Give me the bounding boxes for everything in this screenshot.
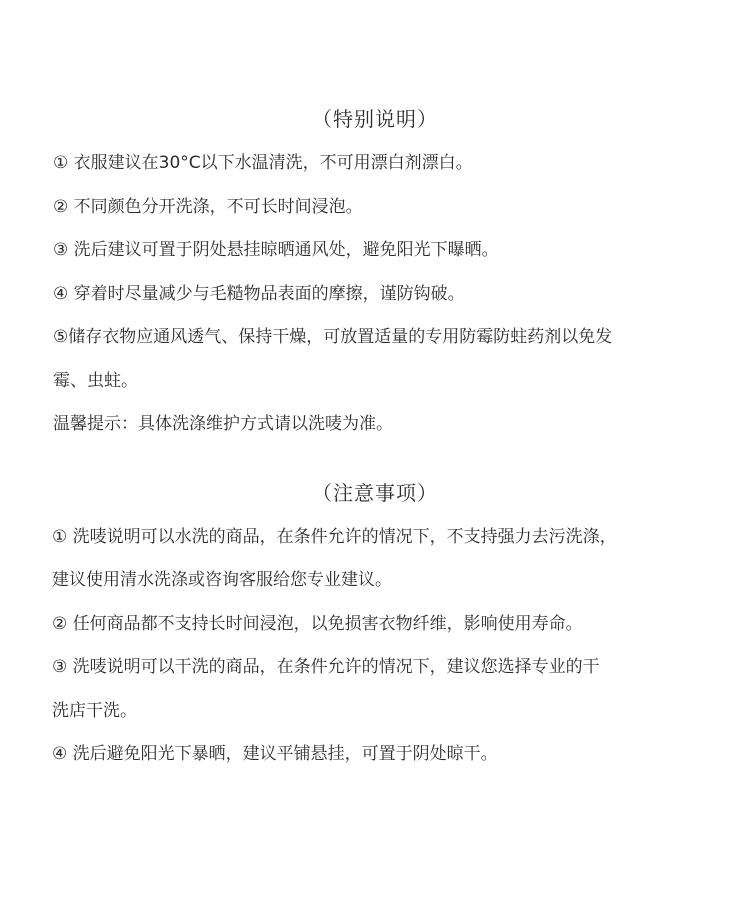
- precaution-4: ④ 洗后避免阳光下暴晒，建议平铺悬挂，可置于阴处晾干。: [52, 744, 498, 764]
- special-note-1: ① 衣服建议在30°C以下水温清洗，不可用漂白剂漂白。: [53, 153, 473, 173]
- precaution-1-continued: 建议使用清水洗涤或咨询客服给您专业建议。: [52, 570, 392, 590]
- warm-tip: 温馨提示：具体洗涤维护方式请以洗唛为准。: [53, 414, 393, 434]
- special-note-3: ③ 洗后建议可置于阴处悬挂晾晒通风处，避免阳光下曝晒。: [53, 240, 499, 260]
- precaution-3-continued: 洗店干洗。: [52, 701, 137, 721]
- precaution-1: ① 洗唛说明可以水洗的商品，在条件允许的情况下，不支持强力去污洗涤，: [52, 527, 617, 547]
- special-note-4: ④ 穿着时尽量减少与毛糙物品表面的摩擦，谨防钩破。: [53, 284, 465, 304]
- special-notes-title: （特别说明）: [312, 107, 438, 131]
- precaution-3: ③ 洗唛说明可以干洗的商品，在条件允许的情况下，建议您选择专业的干: [52, 657, 600, 677]
- special-note-5-continued: 霉、虫蛀。: [53, 371, 138, 391]
- precaution-2: ② 任何商品都不支持长时间浸泡，以免损害衣物纤维，影响使用寿命。: [52, 614, 583, 634]
- special-note-2: ② 不同颜色分开洗涤，不可长时间浸泡。: [53, 197, 363, 217]
- precautions-title: （注意事项）: [312, 481, 438, 505]
- special-note-5: ⑤储存衣物应通风透气、保持干燥，可放置适量的专用防霉防蛀药剂以免发: [53, 327, 613, 347]
